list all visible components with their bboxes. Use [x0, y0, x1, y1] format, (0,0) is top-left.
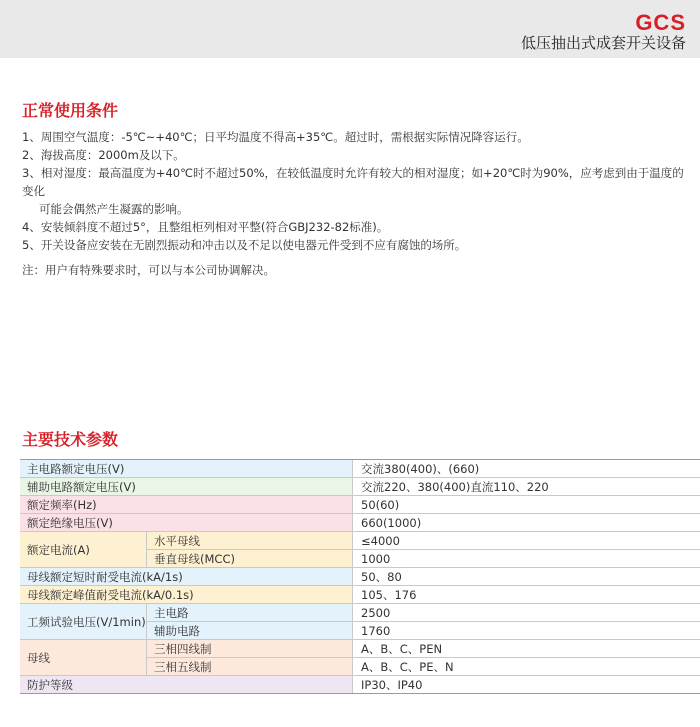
param-label: 母线额定峰值耐受电流(kA/0.1s) — [20, 586, 353, 604]
conditions-title: 正常使用条件 — [22, 101, 119, 120]
param-value: 交流220、380(400)直流110、220 — [353, 478, 700, 496]
param-sublabel: 辅助电路 — [147, 622, 353, 640]
param-value: A、B、C、PEN — [353, 640, 700, 658]
param-label: 额定电流(A) — [20, 532, 147, 568]
param-value: ≤4000 — [353, 532, 700, 550]
list-item: 3、相对湿度：最高温度为+40℃时不超过50%，在较低温度时允许有较大的相对湿度；如+20℃时为90%，应考虑到由于温度的变化 — [22, 166, 684, 198]
list-item: 4、安装倾斜度不超过5°，且整组柜列相对平整(符合GBJ232-82标准)。 — [22, 220, 389, 234]
table-row — [20, 496, 700, 514]
params-title: 主要技术参数 — [22, 430, 119, 449]
product-subtitle: 低压抽出式成套开关设备 — [520, 34, 686, 52]
param-value: 2500 — [353, 604, 700, 622]
list-item: 5、开关设备应安装在无剧烈振动和冲击以及不足以使电器元件受到不应有腐蚀的场所。 — [22, 238, 467, 252]
param-value: 50(60) — [353, 496, 700, 514]
table-row — [20, 676, 700, 694]
param-label: 额定绝缘电压(V) — [20, 514, 353, 532]
param-value: 660(1000) — [353, 514, 700, 532]
list-item: 2、海拔高度：2000m及以下。 — [22, 148, 185, 162]
param-value: IP30、IP40 — [353, 676, 700, 694]
param-label: 工频试验电压(V/1min) — [20, 604, 147, 640]
table-row — [20, 604, 700, 622]
conditions-list — [22, 128, 692, 254]
list-item: 1、周围空气温度：-5℃~+40℃；日平均温度不得高+35℃。超过时，需根据实际情况降容运行。 — [22, 130, 529, 144]
header-banner — [0, 0, 700, 58]
param-sublabel: 水平母线 — [147, 532, 353, 550]
param-sublabel: 三相四线制 — [147, 640, 353, 658]
param-value: A、B、C、PE、N — [353, 658, 700, 676]
param-value: 105、176 — [353, 586, 700, 604]
table-row — [20, 568, 700, 586]
param-value: 1760 — [353, 622, 700, 640]
list-item-continuation: 可能会偶然产生凝露的影响。 — [39, 202, 189, 216]
param-sublabel: 三相五线制 — [147, 658, 353, 676]
table-row — [20, 514, 700, 532]
table-row — [20, 460, 700, 478]
param-value: 50、80 — [353, 568, 700, 586]
table-row — [20, 640, 700, 658]
params-table — [20, 459, 700, 694]
table-row — [20, 532, 700, 550]
table-row — [20, 478, 700, 496]
param-sublabel: 垂直母线(MCC) — [147, 550, 353, 568]
param-value: 1000 — [353, 550, 700, 568]
param-label: 防护等级 — [20, 676, 353, 694]
param-label: 额定频率(Hz) — [20, 496, 353, 514]
param-label: 主电路额定电压(V) — [20, 460, 353, 478]
table-row — [20, 586, 700, 604]
brand-logo: GCS — [635, 10, 686, 35]
param-label: 母线额定短时耐受电流(kA/1s) — [20, 568, 353, 586]
param-sublabel: 主电路 — [147, 604, 353, 622]
param-value: 交流380(400)、(660) — [353, 460, 700, 478]
param-label: 母线 — [20, 640, 147, 676]
note-text: 注：用户有特殊要求时，可以与本公司协调解决。 — [22, 263, 275, 277]
param-label: 辅助电路额定电压(V) — [20, 478, 353, 496]
